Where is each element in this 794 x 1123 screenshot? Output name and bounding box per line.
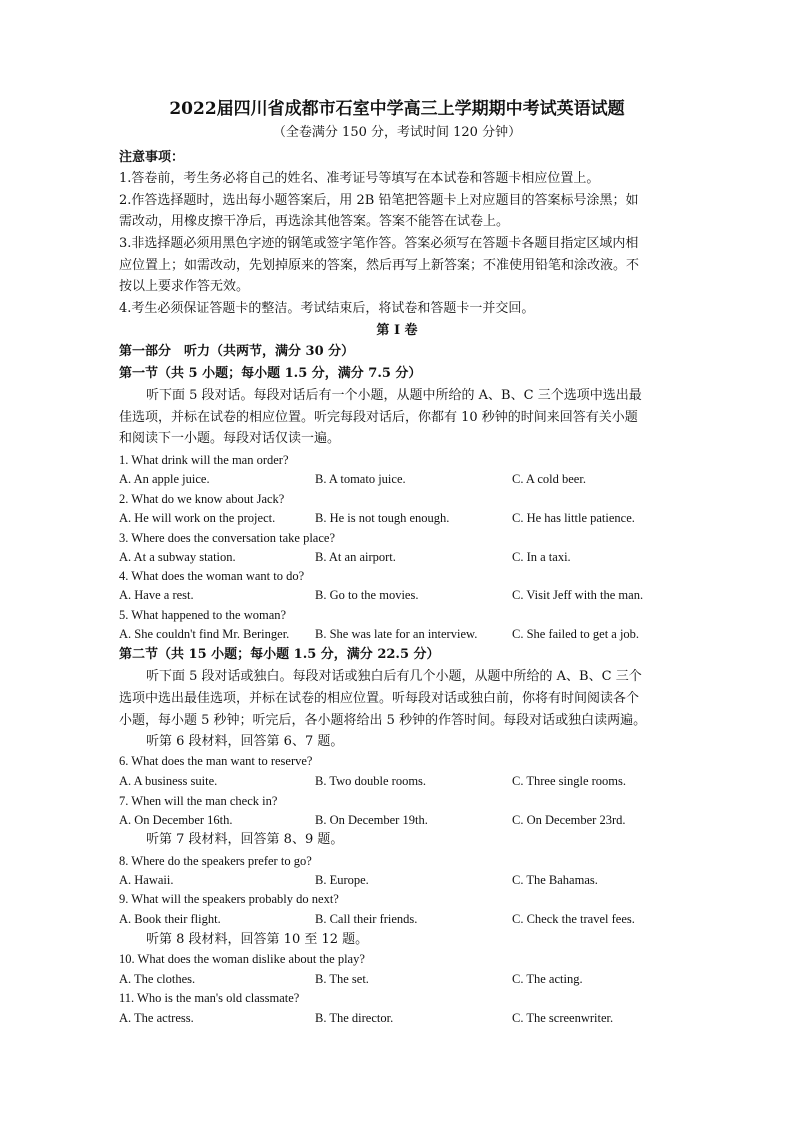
- option-a: A. At a subway station.: [119, 550, 236, 564]
- notes-line: 4.考生必须保证答题卡的整洁。考试结束后，将试卷和答题卡一并交回。: [119, 301, 535, 316]
- option-b: B. Call their friends.: [315, 912, 418, 926]
- notes-line: 需改动，用橡皮擦干净后，再选涂其他答案。答案不能答在试卷上。: [119, 214, 510, 229]
- question-3: 3. Where does the conversation take place?: [119, 531, 335, 545]
- section2-instructions: 选项中选出最佳选项，并标在试卷的相应位置。听每段对话或独白前，你将有时间阅读各个: [119, 691, 640, 706]
- notes-line: 应位置上；如需改动，先划掉原来的答案，然后再写上新答案；不准使用铅笔和涂改液。不: [119, 258, 640, 273]
- option-a: A. She couldn't find Mr. Beringer.: [119, 627, 290, 641]
- option-c: C. The Bahamas.: [512, 873, 598, 887]
- option-b: B. A tomato juice.: [315, 472, 406, 486]
- question-11: 11. Who is the man's old classmate?: [119, 991, 300, 1005]
- material-note: 听第 8 段材料，回答第 10 至 12 题。: [146, 932, 369, 947]
- exam-subtitle: （全卷满分 150 分，考试时间 120 分钟）: [272, 125, 522, 140]
- part1-heading: 第一部分 听力（共两节，满分 30 分）: [119, 344, 355, 359]
- option-b: B. At an airport.: [315, 550, 396, 564]
- option-c: C. A cold beer.: [512, 472, 586, 486]
- option-a: A. The actress.: [119, 1011, 194, 1025]
- notes-line: 1.答卷前，考生务必将自己的姓名、准考证号等填写在本试卷和答题卡相应位置上。: [119, 171, 600, 186]
- option-b: B. The set.: [315, 972, 369, 986]
- option-a: A. The clothes.: [119, 972, 196, 986]
- volume-heading: 第 I 卷: [376, 323, 418, 338]
- notes-heading: 注意事项：: [119, 150, 185, 165]
- option-b: B. Two double rooms.: [315, 774, 427, 788]
- section2-instructions: 听下面 5 段对话或独白。每段对话或独白后有几个小题，从题中所给的 A、B、C 三个: [146, 669, 642, 684]
- option-c: C. She failed to get a job.: [512, 627, 640, 641]
- option-c: C. Three single rooms.: [512, 774, 626, 788]
- question-8: 8. Where do the speakers prefer to go?: [119, 854, 312, 868]
- option-a: A. Book their flight.: [119, 912, 221, 926]
- option-b: B. On December 19th.: [315, 813, 428, 827]
- notes-line: 2.作答选择题时，选出每小题答案后，用 2B 铅笔把答题卡上对应题目的答案标号涂黑；如: [119, 193, 639, 208]
- option-a: A. On December 16th.: [119, 813, 233, 827]
- question-2: 2. What do we know about Jack?: [119, 492, 285, 506]
- option-a: A. Hawaii.: [119, 873, 174, 887]
- notes-line: 按以上要求作答无效。: [119, 279, 250, 294]
- option-c: C. The screenwriter.: [512, 1011, 614, 1025]
- section2-heading: 第二节（共 15 小题；每小题 1.5 分，满分 22.5 分）: [119, 647, 440, 662]
- question-5: 5. What happened to the woman?: [119, 608, 287, 622]
- question-7: 7. When will the man check in?: [119, 794, 278, 808]
- option-b: B. Go to the movies.: [315, 588, 419, 602]
- material-note: 听第 6 段材料，回答第 6、7 题。: [146, 734, 344, 749]
- question-1: 1. What drink will the man order?: [119, 453, 289, 467]
- option-a: A. Have a rest.: [119, 588, 194, 602]
- option-b: B. He is not tough enough.: [315, 511, 450, 525]
- notes-line: 3.非选择题必须用黑色字迹的钢笔或签字笔作答。答案必须写在答题卡各题目指定区域内相: [119, 236, 639, 251]
- question-6: 6. What does the man want to reserve?: [119, 754, 313, 768]
- option-c: C. Check the travel fees.: [512, 912, 635, 926]
- section1-instructions: 佳选项，并标在试卷的相应位置。听完每段对话后，你都有 10 秒钟的时间来回答有关小题: [119, 410, 638, 425]
- question-9: 9. What will the speakers probably do next?: [119, 892, 339, 906]
- section1-heading: 第一节（共 5 小题；每小题 1.5 分，满分 7.5 分）: [119, 366, 422, 381]
- section2-instructions: 小题，每小题 5 秒钟；听完后，各小题将给出 5 秒钟的作答时间。每段对话或独白读两遍。: [119, 713, 647, 728]
- section1-instructions: 听下面 5 段对话。每段对话后有一个小题，从题中所给的 A、B、C 三个选项中选出最: [146, 388, 642, 403]
- option-b: B. She was late for an interview.: [315, 627, 478, 641]
- question-4: 4. What does the woman want to do?: [119, 569, 305, 583]
- option-c: C. Visit Jeff with the man.: [512, 588, 644, 602]
- option-b: B. Europe.: [315, 873, 369, 887]
- material-note: 听第 7 段材料，回答第 8、9 题。: [146, 832, 344, 847]
- option-c: C. On December 23rd.: [512, 813, 626, 827]
- option-a: A. An apple juice.: [119, 472, 210, 486]
- exam-title: 2022届四川省成都市石室中学高三上学期期中考试英语试题: [169, 99, 625, 119]
- option-c: C. In a taxi.: [512, 550, 571, 564]
- question-10: 10. What does the woman dislike about the play?: [119, 952, 365, 966]
- option-c: C. The acting.: [512, 972, 583, 986]
- section1-instructions: 和阅读下一小题。每段对话仅读一遍。: [119, 431, 341, 446]
- option-b: B. The director.: [315, 1011, 394, 1025]
- option-c: C. He has little patience.: [512, 511, 635, 525]
- option-a: A. A business suite.: [119, 774, 218, 788]
- option-a: A. He will work on the project.: [119, 511, 276, 525]
